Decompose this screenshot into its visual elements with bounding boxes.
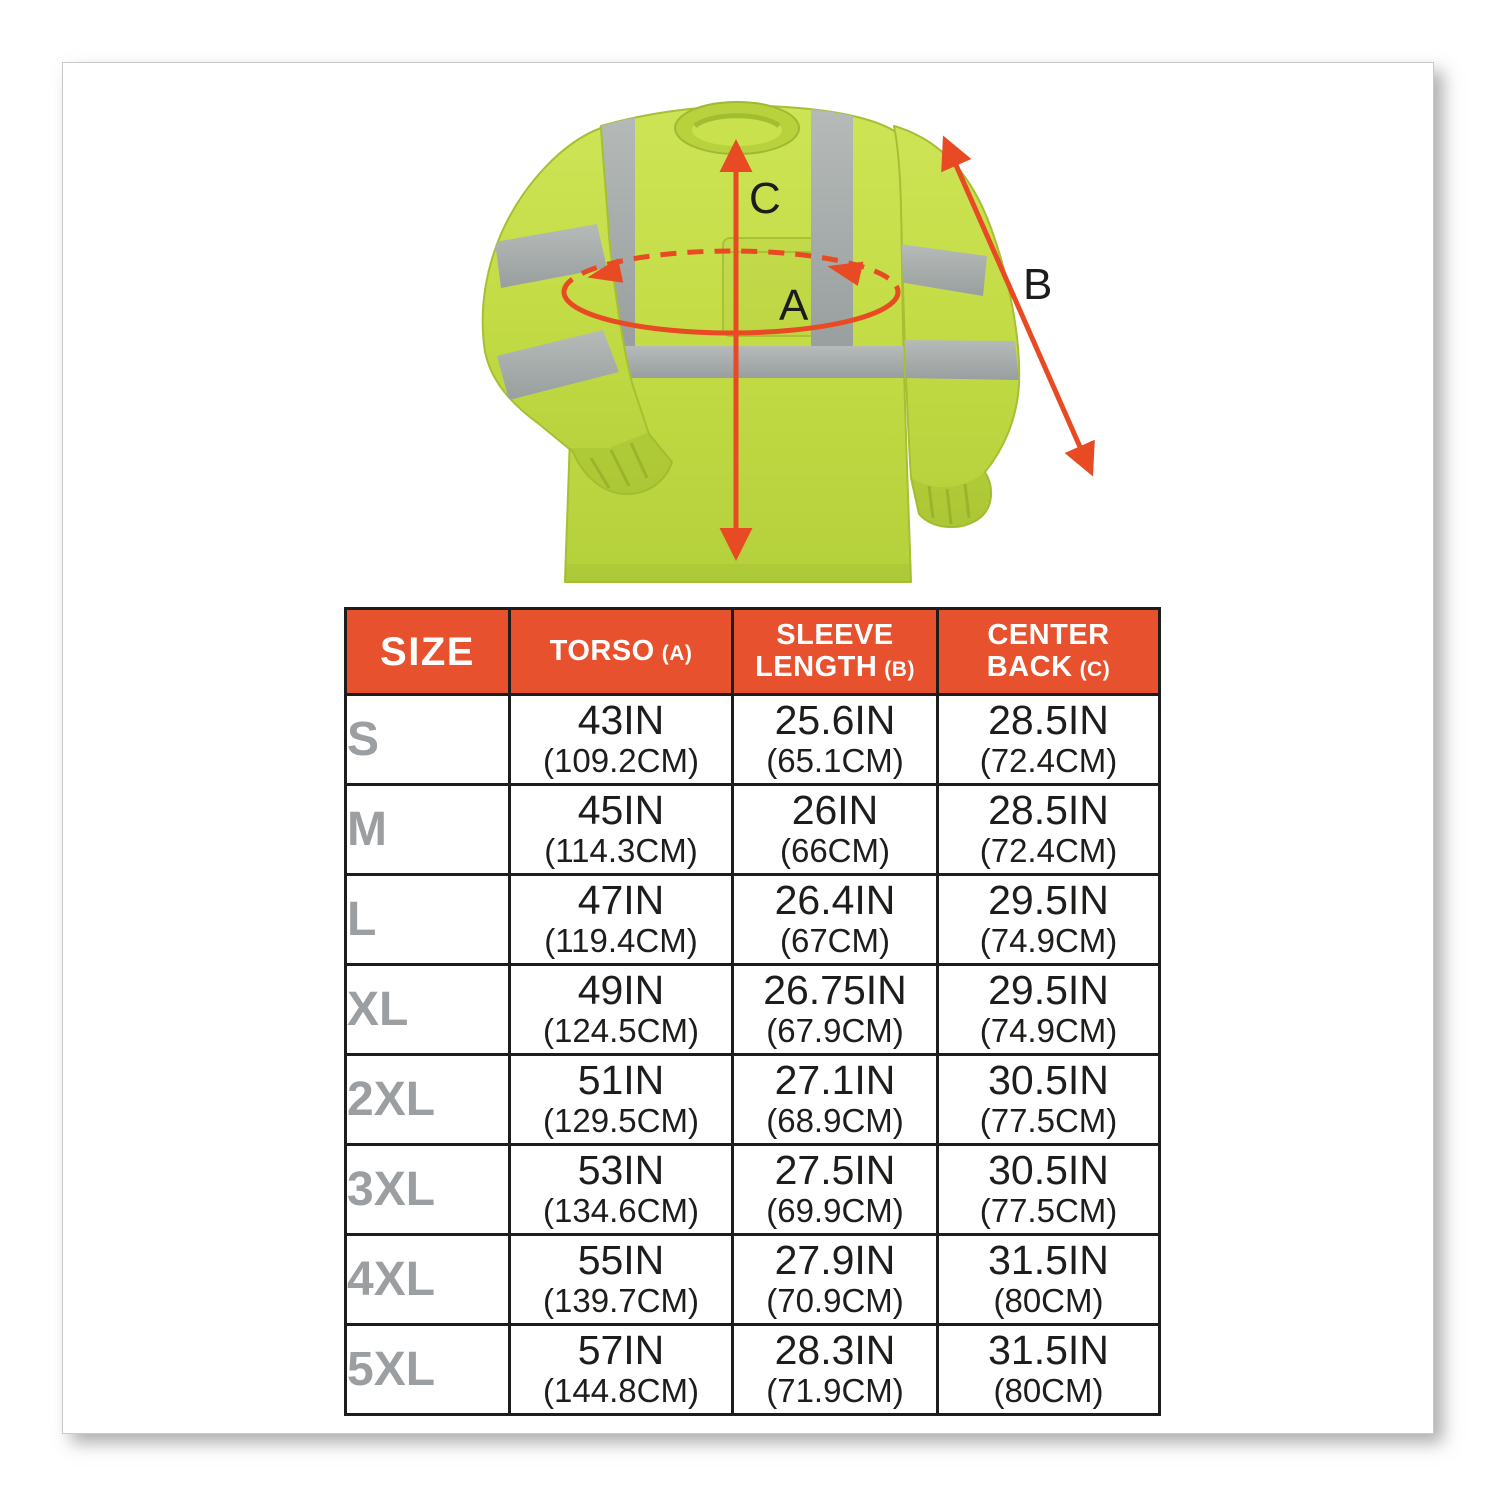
torso-cell: 45IN (114.3CM) <box>510 785 733 875</box>
size-chart-table <box>344 607 1161 1416</box>
size-cell: S <box>346 695 510 785</box>
header-torso: TORSO (A) <box>510 609 733 695</box>
table-row-m <box>346 785 1160 875</box>
sleeve-cell: 27.5IN (69.9CM) <box>733 1145 938 1235</box>
back-cell: 28.5IN (72.4CM) <box>938 785 1160 875</box>
torso-cell: 43IN (109.2CM) <box>510 695 733 785</box>
header-center-back: CENTER BACK (C) <box>938 609 1160 695</box>
size-cell: M <box>346 785 510 875</box>
measure-label-a: A <box>779 281 809 330</box>
right-sleeve-lower-band <box>899 340 1019 380</box>
size-cell: 3XL <box>346 1145 510 1235</box>
table-row-3xl <box>346 1145 1160 1235</box>
header-size: SIZE <box>346 609 510 695</box>
page-frame <box>62 62 1434 1434</box>
size-cell: XL <box>346 965 510 1055</box>
sleeve-cell: 27.9IN (70.9CM) <box>733 1235 938 1325</box>
sleeve-cell: 26IN (66CM) <box>733 785 938 875</box>
table-row-4xl <box>346 1235 1160 1325</box>
sleeve-cell: 26.4IN (67CM) <box>733 875 938 965</box>
header-sleeve-length: SLEEVE LENGTH (B) <box>733 609 938 695</box>
size-cell: 2XL <box>346 1055 510 1145</box>
size-cell: L <box>346 875 510 965</box>
back-cell: 28.5IN (72.4CM) <box>938 695 1160 785</box>
back-cell: 30.5IN (77.5CM) <box>938 1055 1160 1145</box>
torso-cell: 49IN (124.5CM) <box>510 965 733 1055</box>
sleeve-cell: 25.6IN (65.1CM) <box>733 695 938 785</box>
size-cell: 5XL <box>346 1325 510 1415</box>
shirt-size-diagram <box>451 86 1151 611</box>
back-cell: 30.5IN (77.5CM) <box>938 1145 1160 1235</box>
table-row-s <box>346 695 1160 785</box>
header-row <box>346 609 1160 695</box>
torso-cell: 53IN (134.6CM) <box>510 1145 733 1235</box>
back-cell: 31.5IN (80CM) <box>938 1235 1160 1325</box>
sleeve-cell: 26.75IN (67.9CM) <box>733 965 938 1055</box>
size-cell: 4XL <box>346 1235 510 1325</box>
torso-cell: 55IN (139.7CM) <box>510 1235 733 1325</box>
table-row-l <box>346 875 1160 965</box>
table-row-xl <box>346 965 1160 1055</box>
sleeve-cell: 27.1IN (68.9CM) <box>733 1055 938 1145</box>
back-cell: 31.5IN (80CM) <box>938 1325 1160 1415</box>
back-cell: 29.5IN (74.9CM) <box>938 965 1160 1055</box>
table-row-2xl <box>346 1055 1160 1145</box>
right-sleeve <box>894 126 1019 527</box>
back-cell: 29.5IN (74.9CM) <box>938 875 1160 965</box>
torso-cell: 47IN (119.4CM) <box>510 875 733 965</box>
sleeve-cell: 28.3IN (71.9CM) <box>733 1325 938 1415</box>
torso-cell: 57IN (144.8CM) <box>510 1325 733 1415</box>
torso-cell: 51IN (129.5CM) <box>510 1055 733 1145</box>
measure-label-c: C <box>749 174 781 223</box>
right-chest-stripe <box>811 102 853 350</box>
measure-label-b: B <box>1023 260 1053 309</box>
table-row-5xl <box>346 1325 1160 1415</box>
